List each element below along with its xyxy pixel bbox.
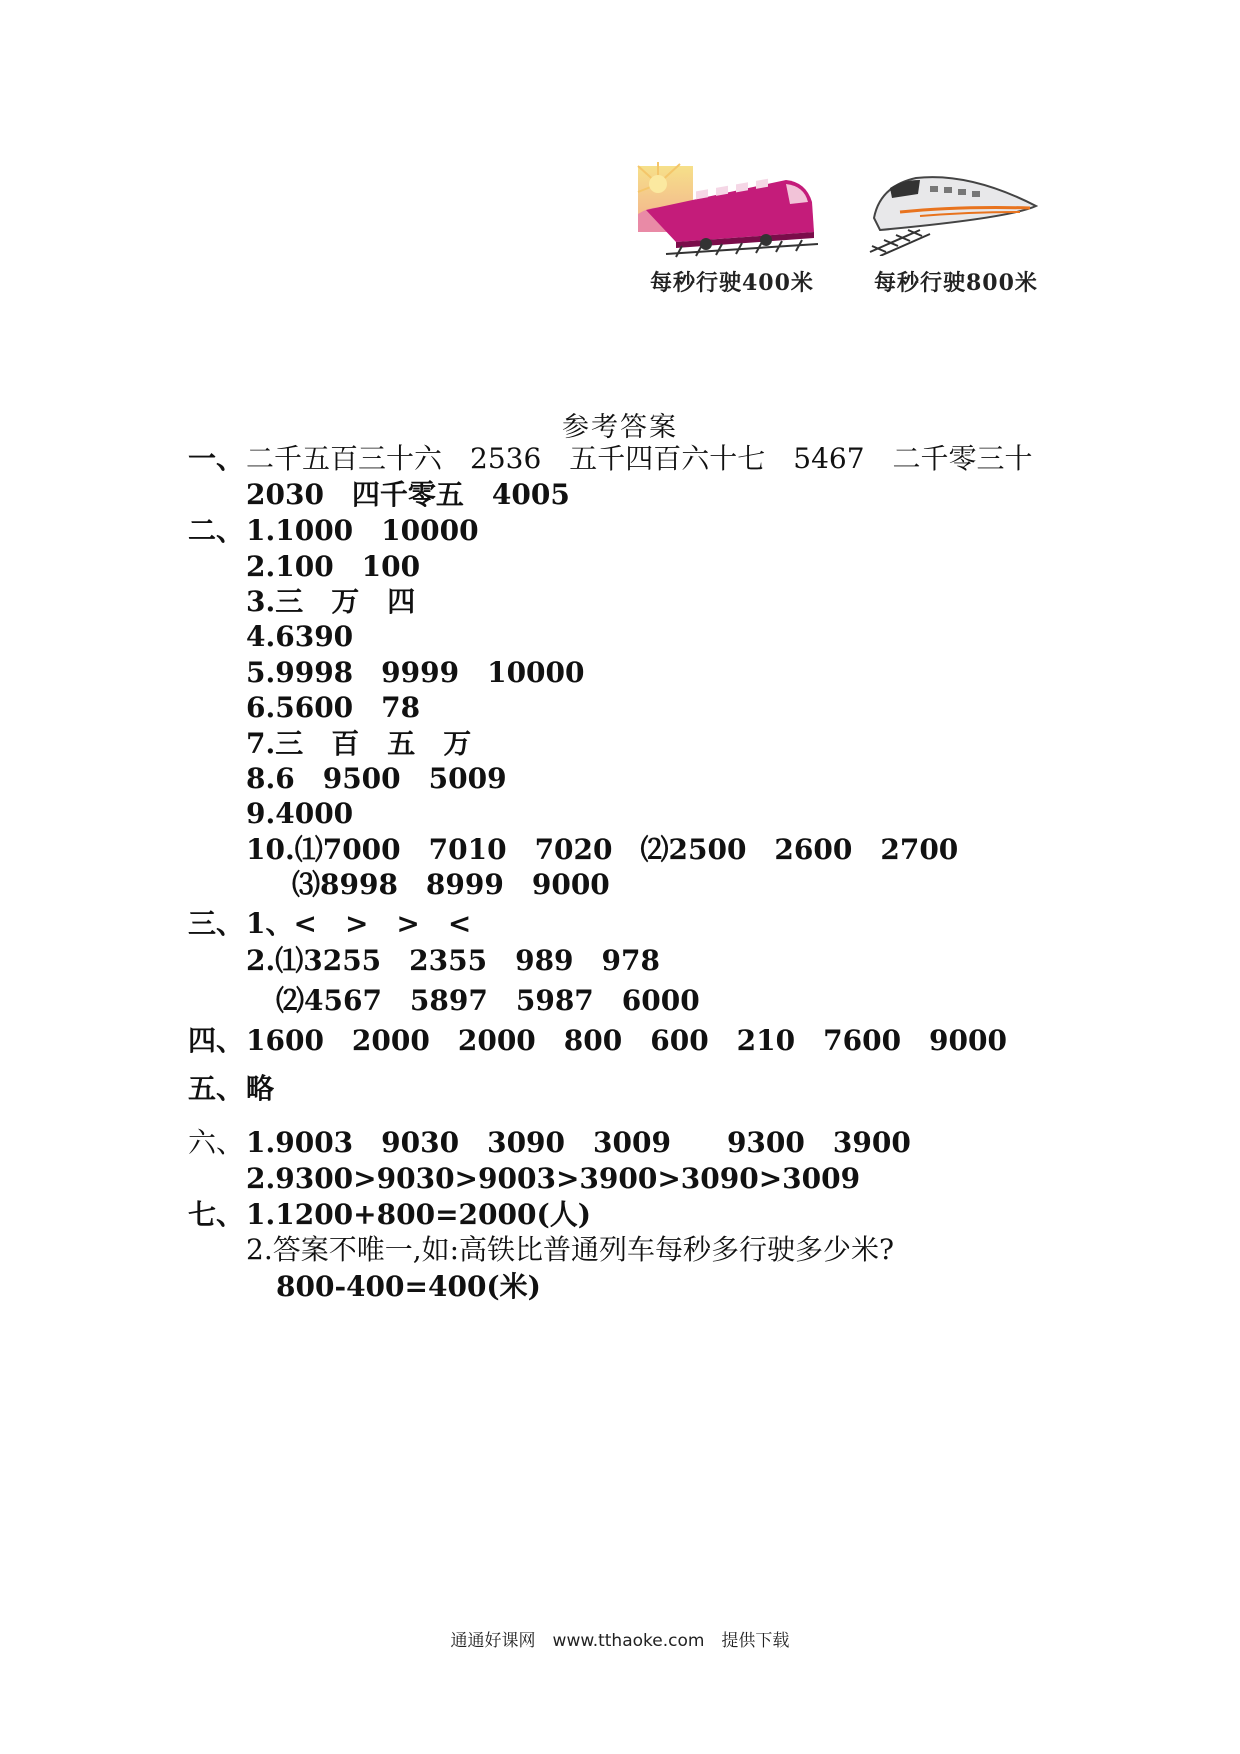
- section-2-item: 7.三 百 五 万: [246, 727, 472, 760]
- section-2-item: 1.1000 10000: [246, 514, 479, 547]
- section-2-item: 8.6 9500 5009: [246, 762, 507, 795]
- section-7-item: 2.答案不唯一,如:高铁比普通列车每秒多行驶多少米?: [246, 1233, 895, 1266]
- section-2-item: 2.100 100: [246, 550, 421, 583]
- section-6-item: 1.9003 9030 3090 3009 9300 3900: [246, 1126, 911, 1159]
- high-speed-train-illustration: [860, 168, 1038, 256]
- section-7-label: 七、: [188, 1198, 245, 1231]
- section-5-text: 略: [246, 1072, 275, 1105]
- section-2-item: 5.9998 9999 10000: [246, 656, 585, 689]
- section-7-item: 800-400=400(米): [276, 1270, 541, 1303]
- regular-train-icon: [636, 162, 818, 258]
- section-2-item: 4.6390: [246, 620, 354, 653]
- section-7-item: 1.1200+800=2000(人): [246, 1198, 591, 1231]
- regular-train-illustration: [636, 162, 818, 258]
- section-5-label: 五、: [188, 1072, 245, 1105]
- section-2-item: 10.⑴7000 7010 7020 ⑵2500 2600 2700: [246, 833, 959, 866]
- section-2-item: 6.5600 78: [246, 691, 421, 724]
- section-1-label: 一、: [188, 442, 245, 475]
- section-6-item: 2.9300>9030>9003>3900>3090>3009: [246, 1162, 861, 1195]
- section-4-text: 1600 2000 2000 800 600 210 7600 9000: [246, 1024, 1007, 1057]
- section-3-item: 2.⑴3255 2355 989 978: [246, 944, 660, 977]
- section-3-label: 三、: [188, 907, 245, 940]
- high-speed-train-caption: 每秒行驶800米: [874, 270, 1038, 296]
- section-2-item: 9.4000: [246, 797, 354, 830]
- high-speed-train-icon: [860, 168, 1038, 256]
- section-2-item: ⑶8998 8999 9000: [292, 868, 610, 901]
- section-2-label: 二、: [188, 514, 245, 547]
- section-6-label: 六、: [188, 1126, 245, 1159]
- section-2-item: 3.三 万 四: [246, 585, 416, 618]
- page-title: 参考答案: [562, 412, 678, 443]
- section-3-item: ⑵4567 5897 5987 6000: [276, 984, 700, 1017]
- section-3-item: 1、< > > <: [246, 907, 472, 940]
- regular-train-caption: 每秒行驶400米: [650, 270, 814, 296]
- section-1-line-2: 2030 四千零五 4005: [246, 478, 570, 511]
- section-4-label: 四、: [188, 1024, 245, 1057]
- section-1-line-1: 二千五百三十六 2536 五千四百六十七 5467 二千零三十: [246, 442, 1033, 475]
- footer-credit: 通通好课网 www.tthaoke.com 提供下载: [450, 1631, 790, 1651]
